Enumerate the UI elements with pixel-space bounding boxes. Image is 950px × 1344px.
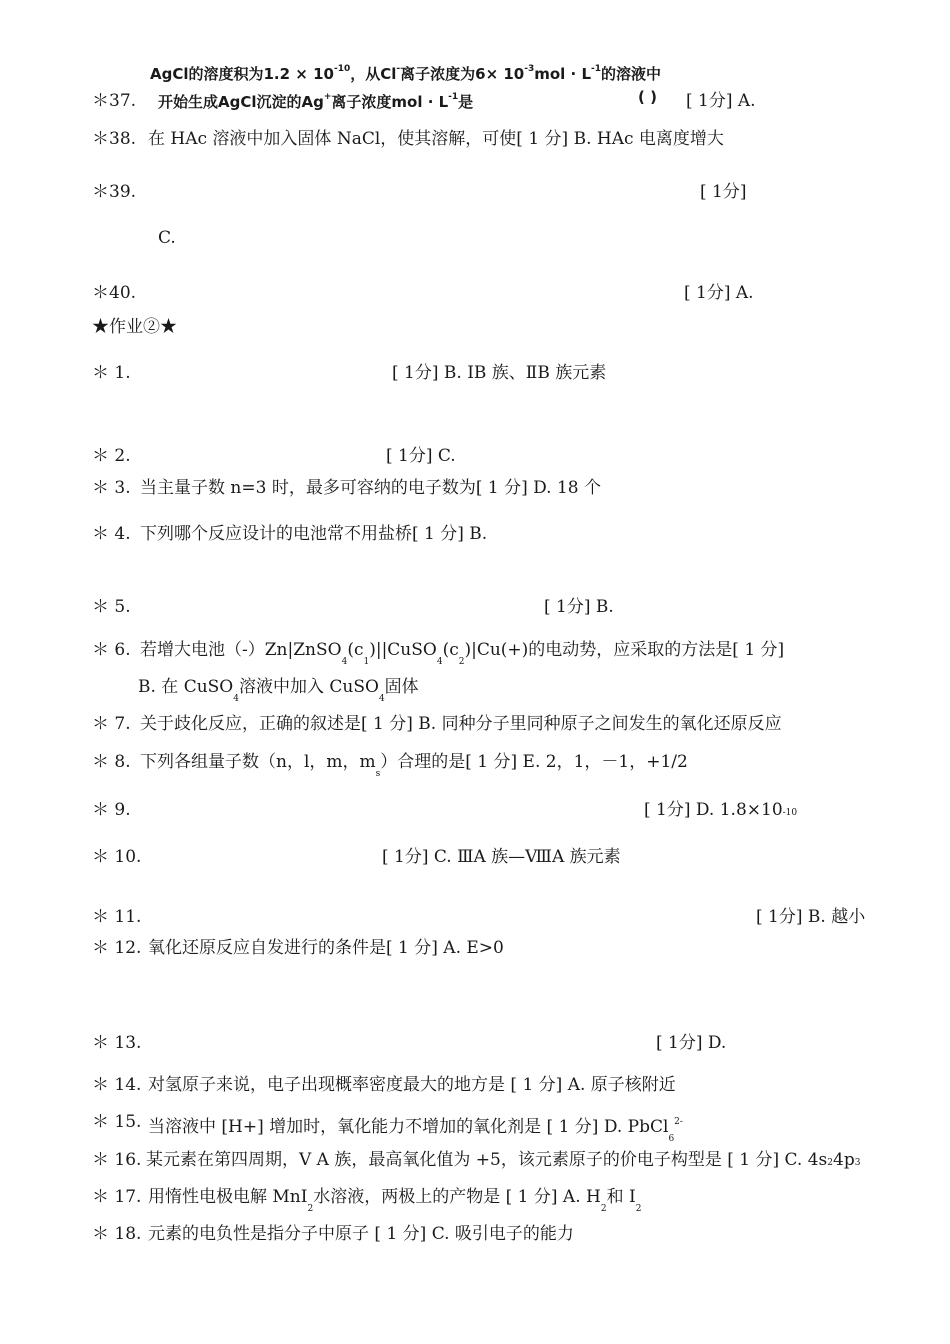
item-8-text: 下列各组量子数（n，l，m，$m_s$）合理的是[ 1 分] E. 2，1，－1，+1/2 [140, 752, 688, 779]
item-18-number: ＊ 18. [92, 1224, 142, 1244]
item-16-number: ＊ 16. [92, 1150, 142, 1170]
item-7-number: ＊ 7. [92, 714, 131, 734]
item-17-number: ＊ 17. [92, 1187, 142, 1207]
q37-answer: [ 1分] A. [686, 91, 756, 111]
item-6-number: ＊ 6. [92, 640, 131, 660]
q39-number: ＊39. [92, 182, 137, 202]
item-14-number: ＊ 14. [92, 1075, 142, 1095]
item-6-text: 若增大电池$(-)Zn|ZnSO_4(c_1)||CuSO_4(c_2)|Cu(+)$的电动势，应采取的方法是[ 1 分] [140, 640, 785, 667]
q40-answer: [ 1分] A. [684, 283, 754, 303]
q40-number: ＊40. [92, 283, 137, 303]
q37-title-line1: AgCl的溶度积为$1.2 \times 10^{-10}$，从Cl-离子浓度为$6\times 10^{-3}mol \cdot L^{-1}$的溶液中 [150, 64, 662, 83]
item-11-number: ＊ 11. [92, 907, 142, 927]
q37-title-line2: 开始生成AgCl沉淀的Ag+离子浓度mol · $L^{-1}$是 [158, 92, 474, 111]
item-15-number: ＊ 15. [92, 1112, 142, 1132]
q37-number: ＊37. [92, 91, 137, 111]
item-14-text: 对氢原子来说，电子出现概率密度最大的地方是 [ 1 分] A. 原子核附近 [148, 1075, 676, 1095]
item-9-answer: [ 1分] D. 1.8×10-10 [644, 800, 798, 820]
item-10-number: ＊ 10. [92, 847, 142, 867]
item-9-number: ＊ 9. [92, 800, 131, 820]
q38-number: ＊38. [92, 129, 137, 149]
item-2-number: ＊ 2. [92, 446, 131, 466]
item-1-number: ＊ 1. [92, 363, 131, 383]
item-7-text: 关于歧化反应，正确的叙述是[ 1 分] B. 同种分子里同种原子之间发生的氧化还原反应 [140, 714, 782, 734]
q39-answer: C. [158, 228, 176, 248]
item-13-number: ＊ 13. [92, 1033, 142, 1053]
item-16-text: 某元素在第四周期，Ⅴ A 族，最高氧化值为 +5，该元素原子的价电子构型是 [ 1 分] C. 4s24p3 [146, 1150, 861, 1170]
item-4-text: 下列哪个反应设计的电池常不用盐桥[ 1 分] B. [140, 524, 488, 544]
q37-paren: ( ) [638, 88, 657, 106]
item-11-answer: [ 1分] B. 越小 [756, 907, 866, 927]
item-1-answer: [ 1分] B. ⅠB 族、ⅡB 族元素 [392, 363, 607, 383]
item-5-answer: [ 1分] B. [544, 597, 614, 617]
item-17-text: 用惰性电极电解 MnI$_2$水溶液，两极上的产物是 [ 1 分] A. $H_2$和 $I_2$ [148, 1187, 642, 1214]
q39-score: [ 1分] [700, 182, 747, 202]
item-3-number: ＊ 3. [92, 478, 131, 498]
item-6-answer: B. 在 CuSO$_4$溶液中加入 CuSO$_4$固体 [138, 677, 419, 704]
item-13-answer: [ 1分] D. [656, 1033, 727, 1053]
item-8-number: ＊ 8. [92, 752, 131, 772]
q38-text: 在 HAc 溶液中加入固体 NaCl，使其溶解，可使[ 1 分] B. HAc 电离度增大 [148, 129, 724, 149]
item-3-text: 当主量子数 n=3 时，最多可容纳的电子数为[ 1 分] D. 18 个 [140, 478, 601, 498]
item-15-text: 当溶液中 [H+] 增加时，氧化能力不增加的氧化剂是 [ 1 分] D. PbCl$_6^{2-}$ [148, 1117, 683, 1144]
item-12-text: 氧化还原反应自发进行的条件是[ 1 分] A. E>0 [148, 938, 504, 958]
item-12-number: ＊ 12. [92, 938, 142, 958]
item-5-number: ＊ 5. [92, 597, 131, 617]
section-heading: ★作业②★ [92, 317, 177, 337]
item-2-answer: [ 1分] C. [386, 446, 456, 466]
item-4-number: ＊ 4. [92, 524, 131, 544]
item-10-answer: [ 1分] C. ⅢA 族—ⅧA 族元素 [382, 847, 621, 867]
item-18-text: 元素的电负性是指分子中原子 [ 1 分] C. 吸引电子的能力 [148, 1224, 574, 1244]
